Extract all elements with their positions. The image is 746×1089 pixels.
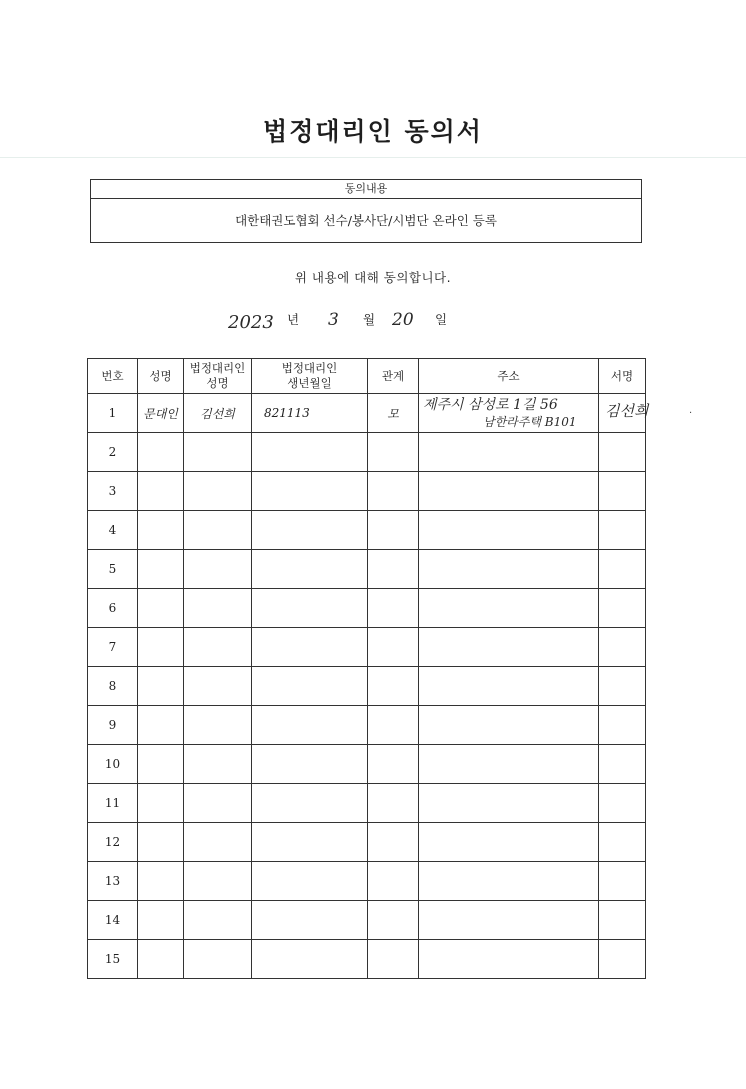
row-number: 4: [88, 511, 138, 550]
table-row: [88, 745, 646, 784]
date-month-label: 월: [363, 312, 376, 327]
header-relation: 관계: [368, 359, 419, 394]
header-guardian-birth: 법정대리인 생년월일: [252, 359, 368, 394]
table-row: [88, 784, 646, 823]
guardian-birthdate: 821113: [252, 394, 368, 433]
header-address: 주소: [419, 359, 599, 394]
agreement-statement: 위 내용에 대해 동의합니다.: [294, 270, 452, 285]
table-row: [88, 472, 646, 511]
consent-body: 대한태권도협회 선수/봉사단/시범단 온라인 등록: [235, 213, 497, 228]
address-line-1: 제주시 삼성로 1길 56: [423, 397, 558, 413]
document-title: 법정대리인 동의서: [263, 117, 483, 146]
table-row: [88, 589, 646, 628]
table-row: [88, 706, 646, 745]
row-number: 12: [88, 823, 138, 862]
row-number: 1: [88, 394, 138, 433]
relation: 모: [368, 394, 419, 433]
guardian-name: 김선희: [184, 394, 252, 433]
row-number: 14: [88, 901, 138, 940]
row-number: 5: [88, 550, 138, 589]
address-cell: [419, 394, 599, 433]
header-no: 번호: [88, 359, 138, 394]
row-number: 7: [88, 628, 138, 667]
table-row: [88, 901, 646, 940]
table-row: [88, 550, 646, 589]
table-row: [88, 433, 646, 472]
row-number: 15: [88, 940, 138, 979]
row-number: 11: [88, 784, 138, 823]
table-row: [88, 394, 646, 433]
header-signature: 서명: [599, 359, 646, 394]
row-number: 9: [88, 706, 138, 745]
table-row: [88, 628, 646, 667]
date-year: 2023: [228, 312, 274, 333]
student-name: 문대인: [138, 394, 184, 433]
row-number: 2: [88, 433, 138, 472]
guardian-signature: 김선희: [605, 402, 649, 420]
signature-cell: [599, 394, 693, 433]
table-header-row: [88, 359, 646, 394]
row-number: 10: [88, 745, 138, 784]
table-row: [88, 511, 646, 550]
consent-content-box: [90, 179, 642, 243]
header-name: 성명: [138, 359, 184, 394]
row-number: 3: [88, 472, 138, 511]
date-year-label: 년: [287, 312, 300, 327]
table-row: [88, 940, 646, 979]
row-number: 13: [88, 862, 138, 901]
consent-heading: 동의내용: [91, 180, 641, 199]
address-line-2: 남한라주택 B101: [483, 415, 577, 429]
date-day: 20: [392, 310, 414, 330]
row-number: 8: [88, 667, 138, 706]
table-row: [88, 667, 646, 706]
guardian-table: [87, 358, 693, 979]
signature-mark: ·: [689, 408, 693, 419]
row-number: 6: [88, 589, 138, 628]
date-day-label: 일: [435, 312, 448, 327]
date-month: 3: [328, 310, 339, 330]
title-divider: [0, 157, 746, 158]
date-line: [228, 310, 488, 340]
table-row: [88, 862, 646, 901]
table-row: [88, 823, 646, 862]
header-guardian-name: 법정대리인 성명: [184, 359, 252, 394]
